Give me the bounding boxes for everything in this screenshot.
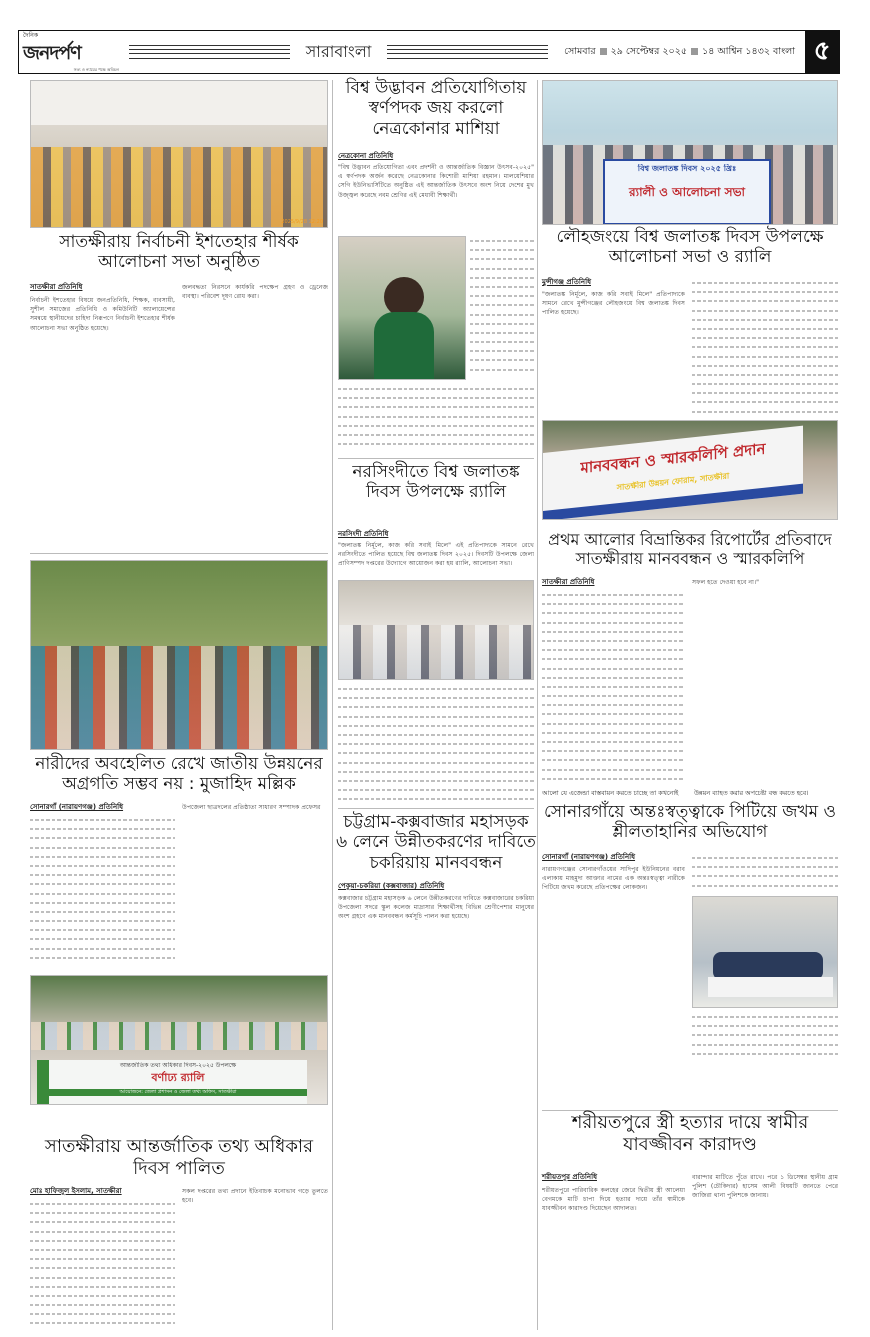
page-number: ৫ bbox=[805, 31, 839, 73]
article-continuation: জলবদ্ধতা নিরসনে কার্যকরি পদক্ষেপ গ্রহণ ও ড্রেনেজ ব্যবস্থা। পরিবেশ দূষণ রোধ করা। bbox=[182, 284, 328, 301]
text-line bbox=[542, 664, 685, 673]
text-line bbox=[542, 737, 685, 746]
article-lead: "বিশ্ব উদ্ভাবন প্রতিযোগিতা এবং প্রদর্শনী ও আন্তর্জাতিক বিজ্ঞান উৎসব-২০২৫" এ স্বর্ণপদক অর্জন করেছে নেত্রকোনার কিশোরী মাশিয়া রহমান। মালয়েশিয়ার সেগি ইউনিভার্সিটিতে অনুষ্ঠিত এই আন্তর্জাতিক উৎসবে অংশ নিয়ে দেশের মুখ উজ্জ্বল করেছে নবম শ্রেণির এই মেধাবী শিক্ষার্থী। bbox=[338, 164, 534, 199]
article-body bbox=[542, 865, 685, 1067]
text-line bbox=[542, 728, 685, 737]
previous-article-tail bbox=[542, 789, 838, 798]
text-line bbox=[30, 898, 175, 907]
article-photo-student bbox=[338, 236, 466, 380]
article-photo-rti-rally bbox=[30, 975, 328, 1105]
text-line bbox=[542, 618, 685, 627]
article-byline: সাতক্ষীরা প্রতিনিধি bbox=[30, 283, 83, 291]
article-headline: সোনারগাঁয়ে অন্তঃস্বত্ত্বাকে পিটিয়ে জখম ও শ্লীলতাহানির অভিযোগ bbox=[543, 802, 837, 843]
article-byline: নরসিংদী প্রতিনিধি bbox=[338, 530, 389, 538]
text-line bbox=[470, 254, 534, 263]
text-line bbox=[542, 608, 685, 617]
rti-banner bbox=[37, 1060, 307, 1105]
article-continuation: সফল হতে দেওয়া হবে না।" bbox=[692, 579, 759, 586]
text-line bbox=[470, 328, 534, 337]
text-line bbox=[338, 702, 534, 711]
article-lead: কক্সবাজার চট্টগ্রাম মহাসড়ক ৬ লেনে উন্নীতকরণের দাবিতে কক্সবাজারের চকরিয়া উপজেলা সদরে স্কুল কলেজ মাদ্রাসার শিক্ষার্থীসহ বিভিন্ন শ্রেণীপেশার মানুষের অংশ গ্রহণে এক মানববন্ধন কর্মসূচি পালন করা হয়েছে। bbox=[338, 895, 534, 921]
text-line bbox=[542, 627, 685, 636]
masthead-rule-left bbox=[129, 45, 290, 59]
text-line bbox=[470, 282, 534, 291]
article-headline: সাতক্ষীরায় নির্বাচনী ইশতেহার শীর্ষক আলোচনা সভা অনুষ্ঠিত bbox=[59, 232, 299, 273]
article-body-col3 bbox=[692, 1012, 838, 1067]
text-line bbox=[30, 925, 175, 934]
text-line bbox=[30, 889, 175, 898]
text-line bbox=[692, 315, 838, 324]
text-line bbox=[470, 310, 534, 319]
article-photo-hospital bbox=[692, 896, 838, 1008]
rally-banner bbox=[603, 159, 771, 225]
text-line bbox=[692, 278, 838, 287]
column-divider bbox=[332, 80, 333, 1330]
text-line bbox=[30, 934, 175, 943]
logo-name: জনদর্পণ bbox=[23, 42, 81, 64]
text-line bbox=[30, 1300, 175, 1309]
text-line bbox=[692, 352, 838, 361]
text-line bbox=[338, 748, 534, 757]
text-line bbox=[470, 264, 534, 273]
article-headline: বিশ্ব উদ্ভাবন প্রতিযোগিতায় স্বর্ণপদক জয় করলো নেত্রকোনার মাশিয়া bbox=[345, 78, 527, 139]
text-line bbox=[338, 421, 534, 430]
article-lead: নারায়ণগঞ্জের সোনারগাঁওয়ের সাদিপুর ইউনিয়নের বরাব এলাকায় মাহমুদা আক্তার নামের এক অন্তঃস্বত্ত্বা নারীকে পিটিয়ে জখম করেছে প্রতিপক্ষের লোকজন। bbox=[542, 866, 685, 892]
text-line bbox=[692, 1040, 838, 1049]
article-photo-human-chain bbox=[542, 420, 838, 520]
text-line bbox=[692, 296, 838, 305]
text-line bbox=[692, 333, 838, 342]
article-lead: শরীয়তপুরে পারিবারিক কলহের জেরে দ্বিতীয় স্ত্রী আলেয়া বেগমকে মাটি চাপা দিয়ে হত্যার দায়ে তাঁর স্বামীকে যাবজ্জীবন কারাদণ্ড দিয়েছেন আদালত। bbox=[542, 1187, 685, 1213]
text-line bbox=[30, 953, 175, 962]
text-line bbox=[692, 407, 838, 416]
text-line bbox=[30, 1282, 175, 1291]
text-line bbox=[542, 636, 685, 645]
article-byline: মুন্সীগঞ্জ প্রতিনিধি bbox=[542, 278, 591, 286]
article-divider bbox=[542, 1110, 838, 1111]
masthead-rule-right bbox=[387, 45, 548, 59]
text-line bbox=[338, 739, 534, 748]
tail-text: আলো যে এজেন্ডা বাস্তবায়ন করতে চাচ্ছে তা কখনোই bbox=[542, 789, 679, 797]
banner-footer: আয়োজনে: জেলা প্রশাসন ও জেলা তথ্য অফিস, সাতক্ষীরা bbox=[49, 1089, 307, 1096]
article-body bbox=[542, 290, 685, 416]
article-continuation: উপজেলা ছাত্রদলের প্রতিষ্ঠাতা সাধারণ সম্পাদক প্রফেসর bbox=[182, 804, 321, 811]
text-line bbox=[470, 273, 534, 282]
text-line bbox=[542, 682, 685, 691]
text-line bbox=[30, 944, 175, 953]
text-line bbox=[30, 1236, 175, 1245]
text-line bbox=[470, 355, 534, 364]
text-line bbox=[470, 346, 534, 355]
text-line bbox=[338, 721, 534, 730]
banner-line: মানববন্ধন ও স্মারকলিপি প্রদান bbox=[580, 439, 766, 478]
text-line bbox=[542, 654, 685, 663]
article-body-col2 bbox=[182, 803, 328, 965]
article-continuation: সকল দপ্তরের তথ্য প্রদানে ইতিবাচক মনোভাব গড়ে তুলতে হবে। bbox=[182, 1188, 328, 1205]
text-line bbox=[30, 1217, 175, 1226]
article-body bbox=[338, 894, 534, 1329]
article-headline: লৌহজংয়ে বিশ্ব জলাতঙ্ক দিবস উপলক্ষে আলোচনা সভা ও র‍্যালি bbox=[556, 227, 824, 268]
text-line bbox=[338, 412, 534, 421]
text-line bbox=[470, 245, 534, 254]
article-lead: "জলাতঙ্ক নির্মূলে, কাজ করি সবাই মিলে" প্রতিপাদ্যকে সামনে রেখে মুন্সীগঞ্জের লৌহজংয়ে বিশ্ব জলাতঙ্ক দিবস পালিত হয়েছে। bbox=[542, 291, 685, 317]
text-line bbox=[338, 785, 534, 794]
text-line bbox=[692, 1021, 838, 1030]
article-byline: সাতক্ষীরা প্রতিনিধি bbox=[542, 578, 595, 586]
text-line bbox=[692, 379, 838, 388]
article-lead: "জলাতঙ্ক নির্মূলে, কাজ করি সবাই মিলে" এই প্রতিপাদ্যকে সামনে রেখে নরসিংদীতে পালিত হয়েছে বিশ্ব জলাতঙ্ক দিবস ২০২৫। দিবসটি উপলক্ষে জেলা প্রাণিসম্পদ দপ্তরের উদ্যোগে আয়োজন করা হয় র‍্যালি, আলোচনা সভা। bbox=[338, 542, 534, 568]
text-line bbox=[692, 871, 838, 880]
article-body bbox=[30, 815, 175, 965]
banner-line: সাতক্ষীরা উন্নয়ন ফোরাম, সাতক্ষীরা bbox=[616, 471, 730, 493]
dateline bbox=[554, 45, 805, 60]
text-line bbox=[692, 342, 838, 351]
text-line bbox=[30, 824, 175, 833]
text-line bbox=[692, 397, 838, 406]
date-gregorian: ২৯ সেপ্টেম্বর ২০২৫ bbox=[610, 45, 688, 57]
text-line bbox=[30, 1199, 175, 1208]
text-line bbox=[338, 693, 534, 702]
article-byline: মোঃ হাফিজুল ইসলাম, সাতক্ষীরা bbox=[30, 1187, 122, 1195]
article-divider bbox=[30, 553, 328, 554]
text-line bbox=[692, 306, 838, 315]
text-line bbox=[692, 1012, 838, 1021]
article-byline: নেত্রকোনা প্রতিনিধি bbox=[338, 152, 394, 160]
article-body-col2 bbox=[692, 578, 838, 786]
text-line bbox=[30, 1263, 175, 1272]
photo-timestamp: 2025/9/28 12:20 bbox=[281, 219, 323, 225]
date-bangla: ১৪ আশ্বিন ১৪৩২ বাংলা bbox=[702, 45, 796, 57]
article-byline: পেকুয়া-চকরিয়া (কক্সবাজার) প্রতিনিধি bbox=[338, 882, 445, 890]
text-line bbox=[338, 384, 534, 393]
text-line bbox=[470, 300, 534, 309]
text-line bbox=[30, 861, 175, 870]
text-line bbox=[338, 439, 534, 448]
text-line bbox=[692, 1049, 838, 1058]
article-headline: নারীদের অবহেলিত রেখে জাতীয় উন্নয়নের অগ্রগতি সম্ভব নয় : মুজাহিদ মল্লিক bbox=[35, 754, 323, 795]
text-line bbox=[30, 1309, 175, 1318]
article-headline: চট্টগ্রাম-কক্সবাজার মহাসড়ক ৬ লেনে উন্নীতকরণের দাবিতে চকরিয়ায় মানববন্ধন bbox=[336, 812, 536, 873]
protest-banner bbox=[543, 426, 803, 520]
article-body-col2 bbox=[338, 684, 534, 804]
text-line bbox=[30, 1245, 175, 1254]
article-divider bbox=[338, 808, 534, 809]
banner-line: বিশ্ব জলাতঙ্ক দিবস ২০২৫ খ্রিঃ bbox=[637, 164, 737, 173]
article-byline: শরীয়তপুর প্রতিনিধি bbox=[542, 1173, 597, 1181]
text-line bbox=[30, 833, 175, 842]
text-line bbox=[542, 599, 685, 608]
text-line bbox=[542, 755, 685, 764]
text-line bbox=[30, 1254, 175, 1263]
text-line bbox=[30, 1208, 175, 1217]
article-lead: নির্বাচনী ইশতেহার বিষয়ে জনপ্রতিনিধি, শিক্ষক, ব্যবসায়ী, সুশীল সমাজের প্রতিনিধি ও কমিউনিটি অ্যালায়েন্সের সমন্বয়ে স্থানীয়দের চাহিদা নিরূপণে নির্বাচনী ইশতেহার শীর্ষক আলোচনা সভা অনুষ্ঠিত হয়েছে। bbox=[30, 297, 175, 332]
text-line bbox=[30, 815, 175, 824]
text-line bbox=[338, 393, 534, 402]
text-line bbox=[542, 765, 685, 774]
article-body bbox=[542, 590, 685, 786]
text-line bbox=[338, 776, 534, 785]
tail-text: উন্নয়ন ব্যাহত করার অপচেষ্টা বন্ধ করতে হবে। bbox=[694, 789, 809, 797]
weekday: সোমবার bbox=[564, 45, 596, 57]
banner-line: আন্তর্জাতিক তথ্য অধিকার দিবস-২০২৫ উপলক্ষে bbox=[119, 1062, 237, 1069]
article-body bbox=[30, 1199, 175, 1329]
article-body bbox=[542, 1186, 685, 1329]
text-line bbox=[30, 843, 175, 852]
text-line bbox=[692, 361, 838, 370]
text-line bbox=[30, 1291, 175, 1300]
article-body-col3 bbox=[338, 384, 534, 454]
text-line bbox=[542, 774, 685, 783]
article-byline: সোনারগাঁ (নারায়ণগঞ্জ) প্রতিনিধি bbox=[542, 853, 636, 861]
column-divider bbox=[537, 80, 538, 1330]
article-body-col2 bbox=[182, 283, 328, 549]
banner-line: বর্ণাঢ্য র‍্যালি bbox=[151, 1071, 205, 1084]
text-line bbox=[470, 236, 534, 245]
text-line bbox=[692, 324, 838, 333]
article-divider bbox=[338, 458, 534, 459]
text-line bbox=[542, 691, 685, 700]
article-body bbox=[338, 163, 534, 235]
text-line bbox=[30, 907, 175, 916]
text-line bbox=[542, 709, 685, 718]
article-body-col2 bbox=[470, 236, 534, 380]
article-headline: সাতক্ষীরায় আন্তর্জাতিক তথ্য অধিকার দিবস পালিত bbox=[44, 1136, 314, 1179]
article-body-col2 bbox=[692, 278, 838, 416]
text-line bbox=[30, 1227, 175, 1236]
text-line bbox=[338, 712, 534, 721]
article-body bbox=[30, 296, 175, 549]
text-line bbox=[470, 337, 534, 346]
article-body-col2 bbox=[182, 1187, 328, 1329]
article-photo-meeting bbox=[30, 80, 328, 228]
text-line bbox=[30, 1273, 175, 1282]
article-body bbox=[338, 541, 534, 577]
text-line bbox=[692, 862, 838, 871]
text-line bbox=[692, 1030, 838, 1039]
article-photo-rally bbox=[542, 80, 838, 225]
article-photo-women-meeting bbox=[30, 560, 328, 750]
newspaper-logo bbox=[19, 31, 123, 73]
text-line bbox=[338, 684, 534, 693]
article-body-col2 bbox=[692, 1173, 838, 1329]
text-line bbox=[30, 870, 175, 879]
text-line bbox=[338, 767, 534, 776]
text-line bbox=[542, 645, 685, 654]
text-line bbox=[338, 402, 534, 411]
text-line bbox=[30, 852, 175, 861]
separator-square-icon bbox=[691, 48, 698, 55]
text-line bbox=[470, 365, 534, 374]
text-line bbox=[470, 319, 534, 328]
text-line bbox=[338, 758, 534, 767]
text-line bbox=[542, 673, 685, 682]
text-line bbox=[542, 746, 685, 755]
text-line bbox=[470, 291, 534, 300]
text-line bbox=[692, 287, 838, 296]
article-headline: প্রথম আলোর বিভ্রান্তিকর রিপোর্টের প্রতিবাদে সাতক্ষীরায় মানববন্ধন ও স্মারকলিপি bbox=[548, 530, 832, 569]
article-continuation: বারান্দার মাটিতে পুঁতে রাখে। পরে ১ ডিসেম্বর স্থানীয় গ্রাম পুলিশ (চৌকিদার) হাসেম আলী বিষয়টি জানতে পেরে জাজিরা থানা পুলিশকে জানায়। bbox=[692, 1174, 838, 1200]
article-headline: শরীয়তপুরে স্ত্রী হত্যার দায়ে স্বামীর যাবজ্জীবন কারাদণ্ড bbox=[571, 1112, 809, 1155]
text-line bbox=[338, 730, 534, 739]
article-body-col2 bbox=[692, 853, 838, 890]
article-headline: নরসিংদীতে বিশ্ব জলাতঙ্ক দিবস উপলক্ষে র‍্যালি bbox=[352, 462, 520, 503]
text-line bbox=[542, 590, 685, 599]
article-byline: সোনারগাঁ (নারায়ণগঞ্জ) প্রতিনিধি bbox=[30, 803, 124, 811]
banner-line: র‍্যালী ও আলোচনা সভা bbox=[628, 185, 745, 199]
text-line bbox=[692, 853, 838, 862]
text-line bbox=[30, 1318, 175, 1327]
text-line bbox=[542, 700, 685, 709]
section-title: সারাবাংলা bbox=[305, 41, 372, 61]
text-line bbox=[338, 430, 534, 439]
text-line bbox=[692, 388, 838, 397]
separator-square-icon bbox=[600, 48, 607, 55]
text-line bbox=[30, 916, 175, 925]
logo-prefix: দৈনিক bbox=[23, 32, 39, 39]
text-line bbox=[692, 881, 838, 890]
masthead bbox=[18, 30, 840, 74]
text-line bbox=[542, 719, 685, 728]
text-line bbox=[338, 794, 534, 803]
article-photo-vaccination bbox=[338, 580, 534, 680]
text-line bbox=[692, 370, 838, 379]
logo-tagline: সত্য ও ন্যায়ের পক্ষে অবিচল bbox=[73, 67, 119, 72]
text-line bbox=[30, 879, 175, 888]
